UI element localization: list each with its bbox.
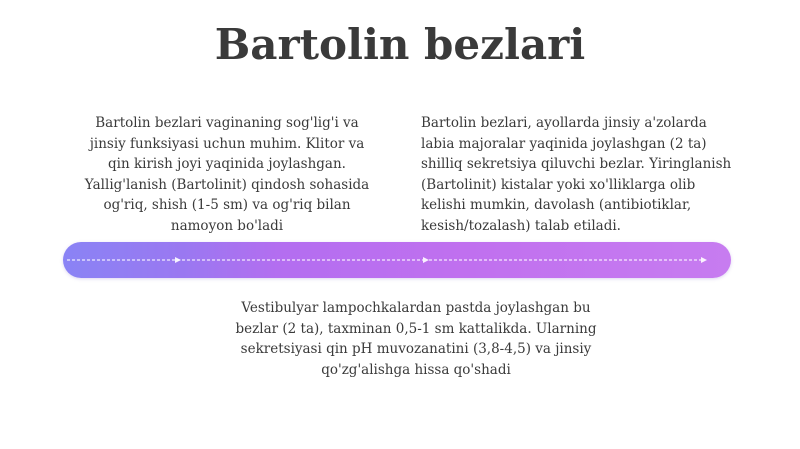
bottom-text-block: Vestibulyar lampochkalardan pastda joylashgan bu bezlar (2 ta), taxminan 0,5-1 sm kattalikda. Ularning sekretsiyasi qin pH muvozanatini (3,8-4,5) va jinsiy qo'zg'alishga hissa qo'shadi: [235, 300, 597, 378]
left-text-block: Bartolin bezlari vaginaning sog'lig'i va jinsiy funksiyasi uchun muhim. Klitor va qin kirish joyi yaqinida joylashgan. Yallig'lanish (Bartolinit) qindosh sohasida og'riq, shish (1-5 sm) va og'riq bilan namoyon bo'ladi: [84, 115, 370, 234]
slide-title: Bartolin bezlari: [214, 20, 586, 69]
timeline-bar: [63, 242, 731, 278]
arrow-head-2: [423, 257, 429, 263]
arrow-head-1: [175, 257, 181, 263]
timeline-arrows: [63, 242, 731, 278]
right-text-block: Bartolin bezlari, ayollarda jinsiy a'zolarda labia majoralar yaqinida joylashgan (2 ta) shilliq sekretsiya qiluvchi bezlar. Yiringlanish (Bartolinit) kistalar yoki xo'lliklarga olib kelishi mumkin, davolash (antibiotiklar, kesish/tozalash) talab etiladi.: [421, 115, 732, 234]
arrow-head-3: [701, 257, 707, 263]
